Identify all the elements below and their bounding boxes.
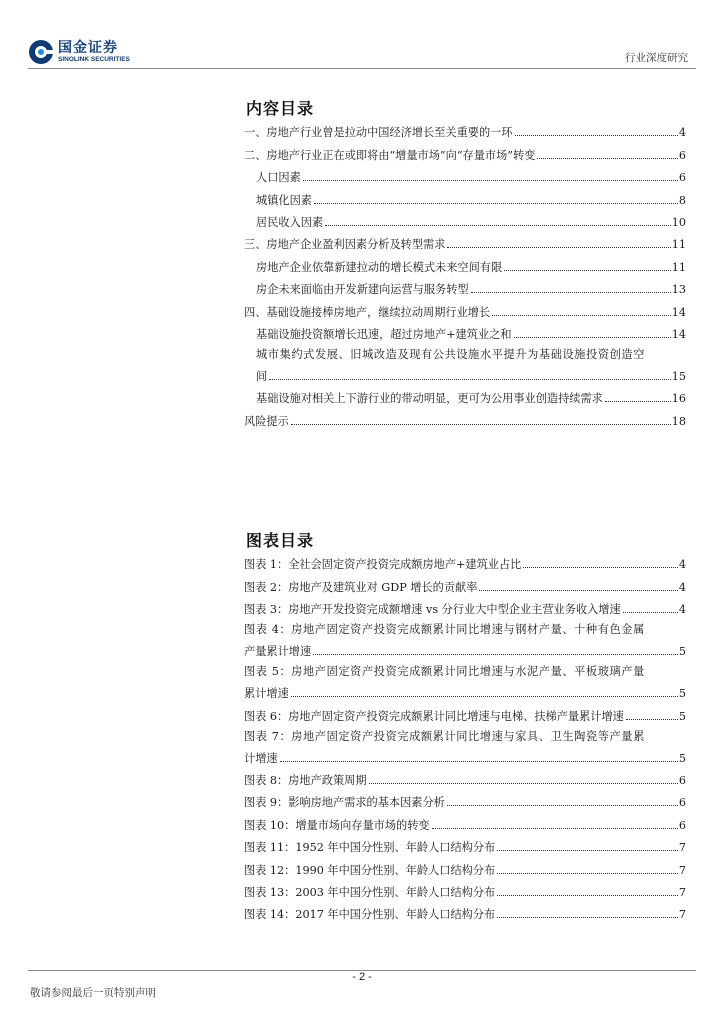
- toc-entry-label: 风险提示: [244, 414, 289, 428]
- toc-entry-page: 14: [671, 305, 686, 319]
- leader-dots: [626, 719, 678, 720]
- toc-entry-page: 4: [678, 126, 686, 140]
- toc-entry-label: 房地产企业依靠新建拉动的增长模式未来空间有限: [256, 260, 503, 274]
- page-number: - 2 -: [352, 971, 372, 983]
- leader-dots: [303, 180, 678, 181]
- toc-entry-label: 一、房地产行业曾是拉动中国经济增长至关重要的一环: [244, 126, 513, 140]
- toc-entry-page: 5: [678, 645, 686, 659]
- toc-entry-label: 图表 1：全社会固定资产投资完成额房地产+建筑业占比: [244, 558, 522, 572]
- toc-entry-label: 图表 9：影响房地产需求的基本因素分析: [244, 796, 445, 810]
- leader-dots: [314, 203, 678, 204]
- toc-entry-page: 7: [678, 841, 686, 855]
- leader-dots: [369, 783, 678, 784]
- toc-entry-label: 三、房地产企业盈利因素分析及转型需求: [244, 238, 446, 252]
- leader-dots: [291, 424, 671, 425]
- toc-entry[interactable]: [244, 700, 686, 722]
- leader-dots: [313, 654, 678, 655]
- leader-dots: [492, 315, 671, 316]
- toc-entry-label-cont: 产量累计增速: [244, 645, 312, 659]
- toc-entry-page: 10: [671, 215, 686, 229]
- toc-entry[interactable]: [244, 405, 686, 427]
- toc-entry-page: 11: [671, 238, 686, 252]
- toc-entry[interactable]: [244, 184, 686, 206]
- toc-entry[interactable]: [244, 787, 686, 809]
- toc-entry-label: 房企未来面临由开发新建向运营与服务转型: [256, 283, 469, 297]
- logo-english-name: SINOLINK SECURITIES: [58, 55, 130, 63]
- toc-entry[interactable]: [244, 341, 686, 383]
- toc-entry-page: 6: [678, 148, 686, 162]
- toc-entry[interactable]: [244, 549, 686, 571]
- toc-entry-page: 4: [678, 558, 686, 572]
- leader-dots: [447, 247, 670, 248]
- toc-entry-label-cont: 计增速: [244, 751, 278, 765]
- leader-dots: [537, 158, 677, 159]
- toc-entry-label: 图表 13：2003 年中国分性别、年龄人口结构分布: [244, 885, 496, 899]
- leader-dots: [471, 292, 671, 293]
- toc-entry[interactable]: [244, 162, 686, 184]
- leader-dots: [523, 567, 678, 568]
- toc-entry-page: 6: [678, 171, 686, 185]
- figures-title: 图表目录: [246, 531, 315, 550]
- toc-entry[interactable]: [244, 207, 686, 229]
- logo-mark-icon: [28, 39, 54, 65]
- toc-entry[interactable]: [244, 117, 686, 139]
- leader-dots: [432, 828, 678, 829]
- toc-entry-page: 5: [678, 687, 686, 701]
- toc-entry[interactable]: [244, 658, 686, 700]
- toc-entry[interactable]: [244, 765, 686, 787]
- toc-entry-label: 图表 5：房地产固定资产投资完成额累计同比增速与水泥产量、平板玻璃产量: [244, 665, 645, 679]
- contents-list: [244, 117, 686, 428]
- contents-title: 内容目录: [246, 99, 315, 118]
- leader-dots: [325, 225, 671, 226]
- toc-entry-page: 7: [678, 863, 686, 877]
- toc-entry-label-cont: 累计增速: [244, 687, 289, 701]
- toc-entry-page: 6: [678, 773, 686, 787]
- toc-entry[interactable]: [244, 616, 686, 658]
- toc-entry-label: 图表 14：2017 年中国分性别、年龄人口结构分布: [244, 908, 496, 922]
- toc-entry-label: 城镇化因素: [256, 193, 312, 207]
- toc-entry-page: 7: [678, 908, 686, 922]
- toc-entry-page: 8: [678, 193, 686, 207]
- toc-entry-label: 图表 8：房地产政策周期: [244, 773, 367, 787]
- toc-entry[interactable]: [244, 723, 686, 765]
- toc-entry-label: 城市集约式发展、旧城改造及现有公共设施水平提升为基础设施投资创造空: [256, 347, 645, 361]
- toc-entry-label: 图表 7：房地产固定资产投资完成额累计同比增速与家具、卫生陶瓷等产量累: [244, 729, 645, 743]
- toc-entry-page: 11: [671, 260, 686, 274]
- toc-entry-label: 图表 6：房地产固定资产投资完成额累计同比增速与电梯、扶梯产量累计增速: [244, 709, 624, 723]
- toc-entry-label-cont: 间: [256, 369, 268, 383]
- toc-entry-label: 图表 4：房地产固定资产投资完成额累计同比增速与钢材产量、十种有色金属: [244, 623, 645, 637]
- toc-entry-page: 5: [678, 709, 686, 723]
- toc-entry[interactable]: [244, 383, 686, 405]
- leader-dots: [605, 401, 671, 402]
- toc-entry-page: 15: [671, 369, 686, 383]
- toc-entry[interactable]: [244, 274, 686, 296]
- toc-entry-page: 7: [678, 885, 686, 899]
- toc-entry-label: 二、房地产行业正在或即将由“增量市场”向“存量市场”转变: [244, 148, 536, 162]
- toc-entry-label: 图表 3：房地产开发投资完成额增速 vs 分行业大中型企业主营业务收入增速: [244, 603, 621, 617]
- toc-entry-page: 13: [671, 283, 686, 297]
- leader-dots: [280, 761, 678, 762]
- toc-entry-label: 图表 12：1990 年中国分性别、年龄人口结构分布: [244, 863, 496, 877]
- toc-entry-label: 图表 10：增量市场向存量市场的转变: [244, 818, 430, 832]
- toc-entry-label: 基础设施投资额增长迅速，超过房地产+建筑业之和: [256, 327, 512, 341]
- toc-entry-page: 16: [671, 392, 686, 406]
- leader-dots: [291, 696, 678, 697]
- toc-entry-page: 18: [671, 414, 686, 428]
- toc-entry-page: 6: [678, 796, 686, 810]
- toc-entry[interactable]: [244, 571, 686, 593]
- toc-entry[interactable]: [244, 899, 686, 921]
- toc-entry-page: 14: [671, 327, 686, 341]
- leader-dots: [269, 379, 671, 380]
- leader-dots: [623, 612, 678, 613]
- toc-entry[interactable]: [244, 594, 686, 616]
- company-logo: [28, 38, 130, 66]
- leader-dots: [447, 805, 678, 806]
- leader-dots: [497, 917, 678, 918]
- toc-entry-label: 图表 2：房地产及建筑业对 GDP 增长的贡献率: [244, 580, 478, 594]
- toc-entry[interactable]: [244, 877, 686, 899]
- toc-entry[interactable]: [244, 296, 686, 318]
- page-header: [28, 38, 696, 66]
- toc-entry-page: 6: [678, 818, 686, 832]
- toc-entry[interactable]: [244, 809, 686, 831]
- logo-chinese-name: 国金证券: [58, 39, 118, 56]
- toc-entry-label: 人口因素: [256, 171, 301, 185]
- toc-entry-label: 居民收入因素: [256, 215, 324, 229]
- report-type: 行业深度研究: [625, 52, 688, 64]
- leader-dots: [479, 590, 677, 591]
- leader-dots: [497, 873, 678, 874]
- toc-entry-label: 基础设施对相关上下游行业的带动明显，更可为公用事业创造持续需求: [256, 392, 603, 406]
- figures-list: [244, 549, 686, 921]
- leader-dots: [504, 270, 671, 271]
- leader-dots: [515, 135, 678, 136]
- toc-entry-label: 图表 11：1952 年中国分性别、年龄人口结构分布: [244, 841, 496, 855]
- toc-entry[interactable]: [244, 832, 686, 854]
- disclaimer-note: 敬请参阅最后一页特别声明: [30, 987, 156, 999]
- leader-dots: [497, 895, 678, 896]
- toc-entry[interactable]: [244, 251, 686, 273]
- header-divider: [28, 68, 696, 69]
- toc-entry[interactable]: [244, 319, 686, 341]
- toc-entry-page: 4: [678, 603, 686, 617]
- toc-entry-page: 4: [678, 580, 686, 594]
- toc-entry[interactable]: [244, 229, 686, 251]
- toc-entry[interactable]: [244, 139, 686, 161]
- toc-entry-page: 5: [678, 751, 686, 765]
- toc-entry-label: 四、基础设施接棒房地产，继续拉动周期行业增长: [244, 305, 491, 319]
- leader-dots: [514, 337, 671, 338]
- toc-entry[interactable]: [244, 854, 686, 876]
- leader-dots: [497, 850, 678, 851]
